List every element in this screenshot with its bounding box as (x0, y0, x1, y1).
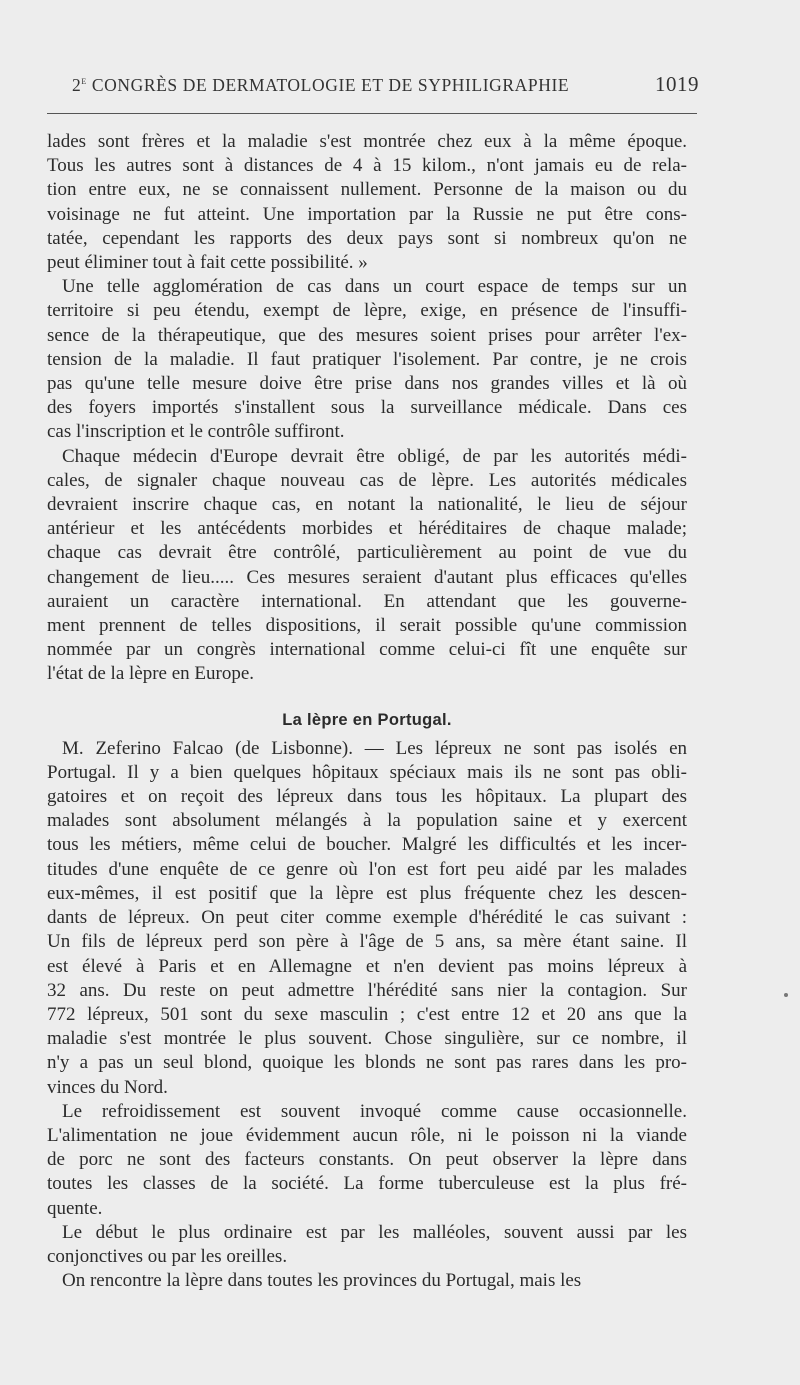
text-line: est élevé à Paris et en Allemagne et n'en devient pas moins lépreux à (47, 955, 687, 977)
text-line: tion entre eux, ne se connaissent nullement. Personne de la maison ou du (47, 179, 687, 201)
text-line: peut éliminer tout à fait cette possibilité. » (47, 252, 368, 274)
header-ordinal-suffix: e (81, 75, 87, 88)
text-block-before-heading (47, 130, 687, 687)
header-title: CONGRÈS DE DERMATOLOGIE ET DE SYPHILIGRAPHIE (91, 75, 570, 95)
text-line: Un fils de lépreux perd son père à l'âge de 5 ans, sa mère étant saine. Il (47, 931, 687, 953)
text-line: 772 lépreux, 501 sont du sexe masculin ; c'est entre 12 et 20 ans que la (47, 1003, 687, 1025)
header-ordinal: 2 (72, 75, 82, 95)
text-block-after-heading (47, 737, 687, 1294)
text-line: l'état de la lèpre en Europe. (47, 663, 255, 685)
text-line: L'alimentation ne joue évidemment aucun rôle, ni le poisson ni la viande (47, 1124, 687, 1146)
text-line: chaque cas devrait être contrôlé, particulièrement au point de vue du (47, 542, 687, 564)
text-line: Portugal. Il y a bien quelques hôpitaux spéciaux mais ils ne sont pas obli- (47, 761, 687, 783)
text-line: maladie s'est montrée le plus souvent. Chose singulière, sur ce nombre, il (47, 1028, 687, 1050)
text-line: conjonctives ou par les oreilles. (47, 1245, 288, 1267)
text-line: quente. (47, 1197, 103, 1219)
text-line: cas l'inscription et le contrôle suffiront. (47, 421, 345, 443)
text-line: toutes les classes de la société. La forme tuberculeuse est la plus fré- (47, 1173, 687, 1195)
body-text (47, 130, 687, 1293)
text-line: sence de la thérapeutique, que des mesures soient prises pour arrêter l'ex- (47, 324, 687, 346)
page-number: 1019 (655, 72, 699, 96)
text-line: nommée par un congrès international comme celui-ci fît une enquête sur (47, 639, 687, 661)
text-line: voisinage ne fut atteint. Une importation par la Russie ne put être cons- (47, 203, 687, 225)
header-title-block (72, 75, 569, 96)
text-line: Le début le plus ordinaire est par les malléoles, souvent aussi par les (62, 1221, 687, 1243)
section-heading: La lèpre en Portugal. (282, 710, 452, 729)
text-line: devraient inscrire chaque cas, en notant la nationalité, le lieu de séjour (47, 494, 687, 516)
text-line: changement de lieu..... Ces mesures seraient d'autant plus efficaces qu'elles (47, 566, 687, 588)
text-line: ment prennent de telles dispositions, il serait possible qu'une commission (47, 615, 687, 637)
text-line: pas qu'une telle mesure doive être prise dans nos grandes villes et là où (47, 373, 687, 395)
header-rule (47, 113, 697, 114)
text-line: tension de la maladie. Il faut pratiquer l'isolement. Par contre, je ne crois (47, 348, 687, 370)
text-line: Tous les autres sont à distances de 4 à 15 kilom., n'ont jamais eu de rela- (47, 155, 687, 177)
text-line: On rencontre la lèpre dans toutes les provinces du Portugal, mais les (62, 1270, 582, 1292)
text-line: malades sont absolument mélangés à la population saine et y exercent (47, 810, 687, 832)
text-line: tatée, cependant les rapports des deux pays sont si nombreux qu'on ne (47, 227, 687, 249)
text-line: territoire si peu étendu, exempt de lèpre, exige, en présence de l'insuffi- (47, 300, 687, 322)
text-line: lades sont frères et la maladie s'est montrée chez eux à la même époque. (47, 131, 687, 152)
margin-spot (784, 993, 788, 997)
text-line: Une telle agglomération de cas dans un court espace de temps sur un (62, 276, 687, 298)
text-line: n'y a pas un seul blond, quoique les blonds ne sont pas rares dans les pro- (47, 1052, 687, 1074)
text-line: cales, de signaler chaque nouveau cas de lèpre. Les autorités médicales (47, 469, 687, 491)
text-line: antérieur et les antécédents morbides et héréditaires de chaque malade; (47, 518, 687, 540)
text-line: dants de lépreux. On peut citer comme exemple d'hérédité le cas suivant : (47, 907, 687, 929)
text-line: 32 ans. Du reste on peut admettre l'hérédité sans nier la contagion. Sur (47, 979, 687, 1001)
running-header (72, 72, 699, 102)
text-line: Chaque médecin d'Europe devrait être obligé, de par les autorités médi- (62, 445, 687, 467)
text-line: eux-mêmes, il est positif que la lèpre est plus fréquente chez les descen- (47, 882, 687, 904)
text-line: gatoires et on reçoit des lépreux dans tous les hôpitaux. La plupart des (47, 786, 687, 808)
text-line: des foyers importés s'installent sous la surveillance médicale. Dans ces (47, 397, 687, 419)
text-line: titudes d'une enquête de ce genre où l'on est fort peu aidé par les malades (47, 858, 687, 880)
text-line: de porc ne sont des facteurs constants. On peut observer la lèpre dans (47, 1149, 687, 1171)
text-line: M. Zeferino Falcao (de Lisbonne). — Les lépreux ne sont pas isolés en (62, 737, 687, 759)
text-line: auraient un caractère international. En attendant que les gouverne- (47, 590, 687, 612)
text-line: tous les métiers, même celui de boucher. Malgré les difficultés et les incer- (47, 834, 687, 856)
text-line: vinces du Nord. (47, 1076, 168, 1098)
text-line: Le refroidissement est souvent invoqué comme cause occasionnelle. (62, 1100, 687, 1122)
